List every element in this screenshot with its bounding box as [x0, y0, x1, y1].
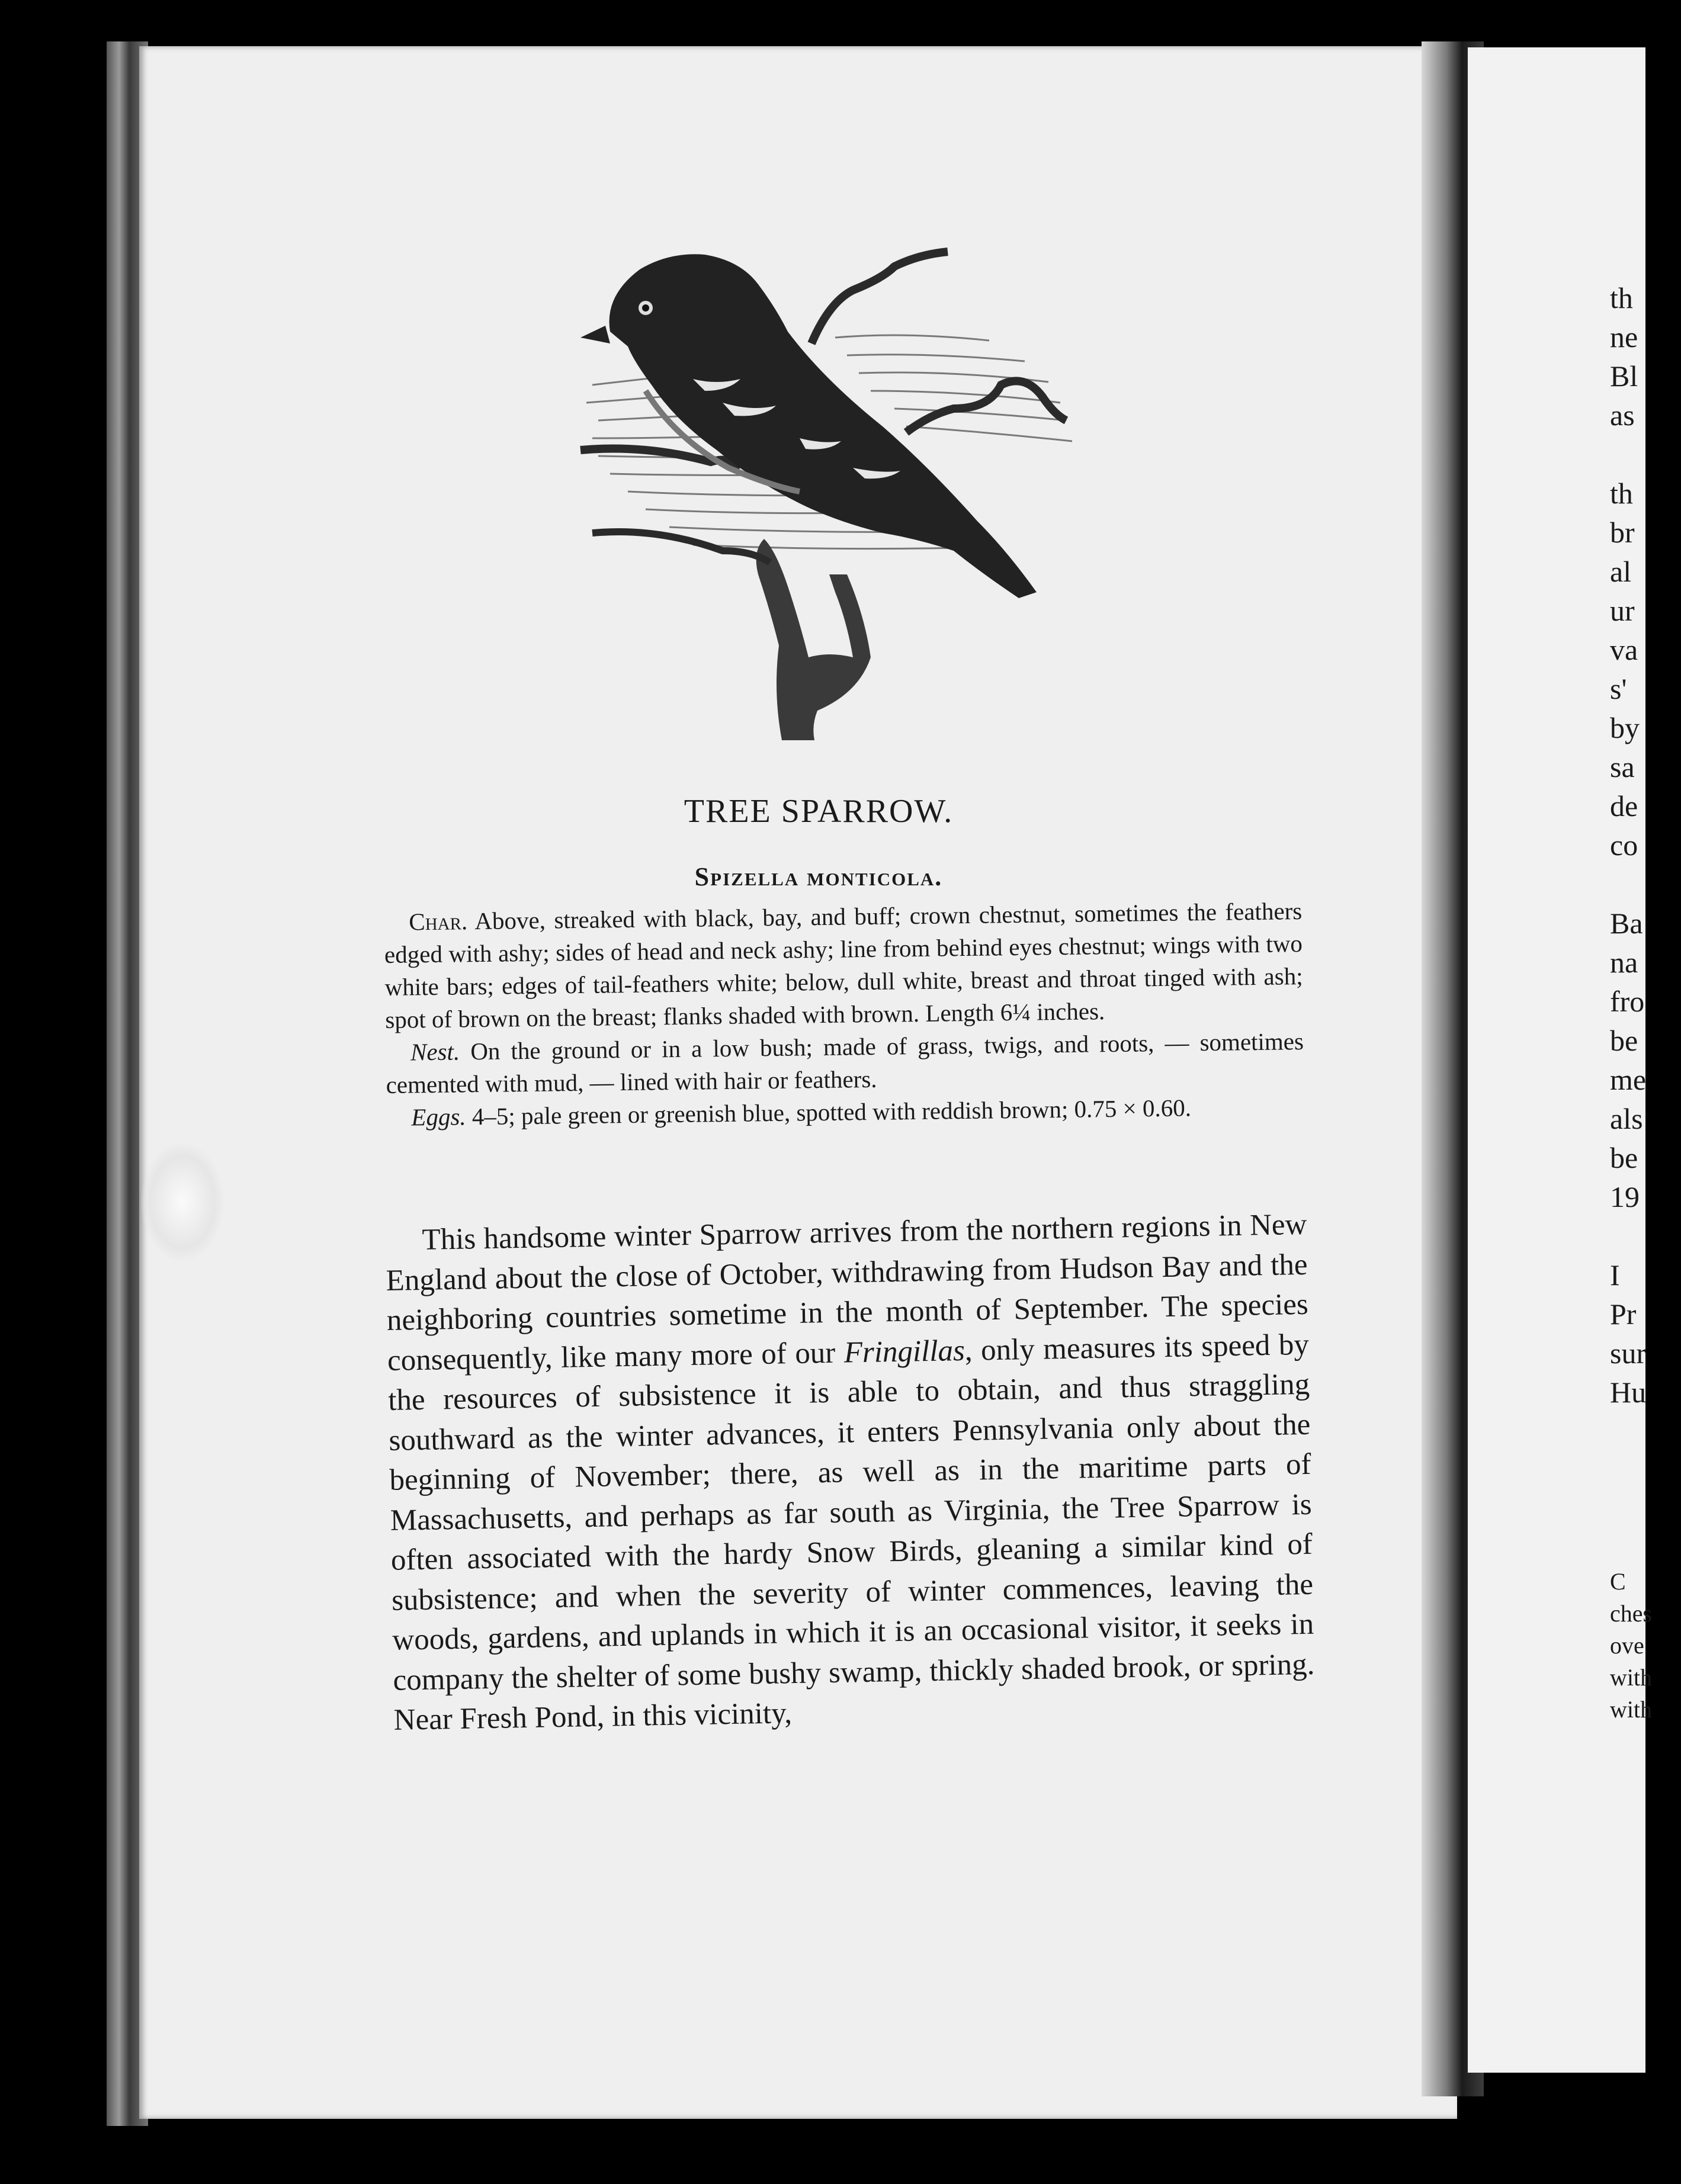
next-page-small-line: ches: [1610, 1600, 1653, 1627]
next-page-line: 19: [1610, 1180, 1640, 1213]
next-page-line: Ba: [1610, 907, 1643, 940]
next-page-line: al: [1610, 555, 1632, 588]
next-page-line: be: [1610, 1024, 1638, 1057]
next-page-line: ur: [1610, 594, 1635, 627]
next-page-line: br: [1610, 516, 1635, 549]
next-page-line: Hu: [1610, 1376, 1647, 1409]
scientific-name: Spizella monticola.: [694, 862, 943, 891]
paper-stain: [141, 1143, 224, 1261]
char-paragraph: [384, 895, 1304, 1036]
body-paragraph: [385, 1205, 1316, 1741]
next-page-line: [1610, 865, 1681, 904]
next-page-line: Bl: [1610, 359, 1638, 393]
next-page-line: ne: [1610, 320, 1638, 354]
tree-sparrow-engraving: [575, 243, 1096, 740]
next-page-line: as: [1610, 399, 1635, 432]
book-page-right-fragment: [1468, 47, 1653, 2073]
next-page-line: sur: [1610, 1337, 1647, 1370]
next-page-small-line: with: [1610, 1696, 1653, 1723]
next-page-line: Pr: [1610, 1297, 1637, 1331]
next-page-line: als: [1610, 1102, 1643, 1135]
char-text: Above, streaked with black, bay, and buff; crown chestnut, sometimes the feathers edged with ashy; sides of head and neck ashy; line from behind eyes chestnut; wings with two white bars; edges of tail-feathers white; below, dull white, breast and throat tinged with ash; spot of brown on the breast; flanks shaded with brown. Length 6¼ inches.: [384, 897, 1303, 1033]
next-page-line: co: [1610, 828, 1638, 862]
page-title: TREE SPARROW.: [684, 793, 954, 830]
next-page-small-line: ove: [1610, 1632, 1644, 1659]
characteristics-block: [384, 895, 1305, 1134]
next-page-line: sa: [1610, 750, 1635, 783]
next-page-line: I: [1610, 1258, 1620, 1292]
body-part-1: This handsome winter Sparrow arrives from the northern regions in New England about the close of October, withdrawing from Hudson Bay and the neighboring countries sometime in the month of September. The species consequently, like many more of our: [386, 1207, 1309, 1377]
next-page-text: [1610, 278, 1681, 1726]
eggs-label: Eggs.: [411, 1103, 466, 1131]
next-page-line: by: [1610, 711, 1640, 744]
next-page-line: s': [1610, 672, 1627, 705]
body-text: [385, 1205, 1316, 1741]
next-page-line: na: [1610, 946, 1638, 979]
nest-label: Nest.: [410, 1038, 460, 1066]
next-page-line: de: [1610, 789, 1638, 823]
next-page-line: th: [1610, 281, 1633, 314]
next-page-line: fro: [1610, 985, 1645, 1018]
next-page-line: [1610, 435, 1681, 474]
next-page-line: [1610, 1216, 1681, 1255]
next-page-line: be: [1610, 1141, 1638, 1174]
next-page-line: th: [1610, 477, 1633, 510]
nest-text: On the ground or in a low bush; made of grass, twigs, and roots, — sometimes cemented with mud, — lined with hair or feathers.: [386, 1027, 1304, 1099]
next-page-line: me: [1610, 1063, 1647, 1096]
body-part-2: , only measures its speed by the resources of subsistence it is able to obtain, and thus straggling southward as the winter advances, it enters Pennsylvania only about the beginning of November; there, as well as in the maritime parts of Massachusetts, and perhaps as far south as Virginia, the Tree Sparrow is often associated with the hardy Snow Birds, gleaning a similar kind of subsistence; and when the severity of winter commences, leaving the woods, gardens, and uplands in which it is an occasional visitor, it seeks in company the shelter of some bushy swamp, thickly shaded brook, or spring. Near Fresh Pond, in this vicinity,: [387, 1328, 1315, 1737]
fringillas-word: Fringillas: [843, 1334, 965, 1370]
eggs-text: 4–5; pale green or greenish blue, spotted with reddish brown; 0.75 × 0.60.: [471, 1094, 1192, 1130]
next-page-small-line: C: [1610, 1568, 1626, 1595]
char-label: Char.: [409, 907, 468, 936]
nest-paragraph: [386, 1025, 1304, 1101]
next-page-small-line: with: [1610, 1664, 1653, 1691]
next-page-line: va: [1610, 633, 1638, 666]
